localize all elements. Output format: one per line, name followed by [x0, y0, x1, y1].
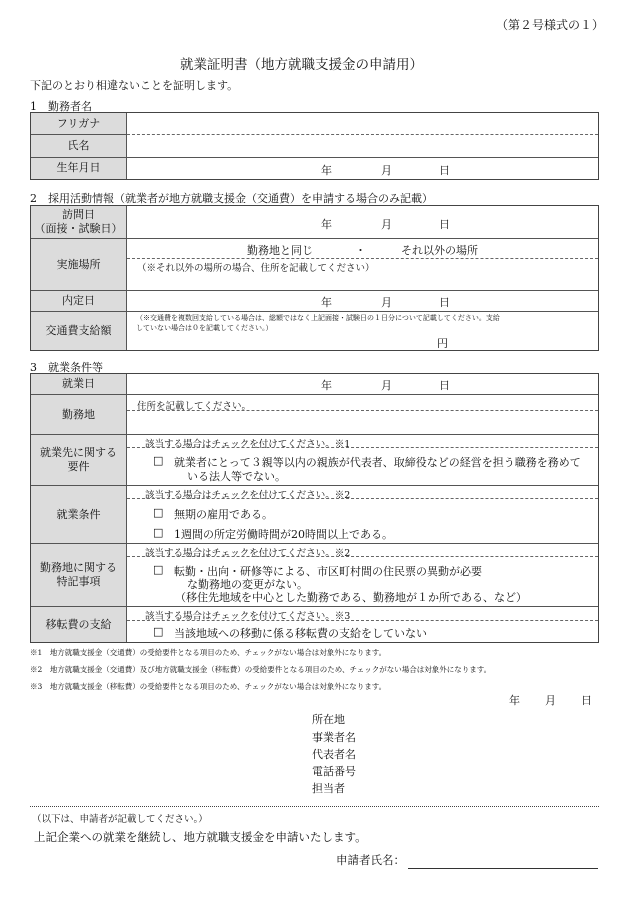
working-hours-checkbox[interactable]: □ — [153, 526, 164, 539]
employer-requirement-cell: 該当する場合はチェックを付けてください。※1 □ 就業者にとって３親等以内の親族が代表者、取締役などの経営を担う職務を務めて いる法人等でない。 — [127, 435, 598, 485]
workplace-change-checkbox[interactable]: □ — [153, 563, 164, 576]
birth-label: 生年月日 — [31, 157, 127, 179]
visit-date-label: 訪問日 （面接・試験日） — [31, 206, 127, 238]
address-note: 住所を記載してください。 — [137, 401, 252, 412]
section-1-heading: 1 勤務者名 — [30, 100, 92, 113]
intro-text: 下記のとおり相違ないことを証明します。 — [30, 79, 239, 92]
furigana-label: フリガナ — [31, 113, 127, 134]
representative-label: 代表者名 — [312, 748, 356, 761]
cert-year: 年 — [509, 694, 520, 707]
venue-option-same[interactable]: 勤務地と同じ — [247, 244, 313, 257]
start-date-field[interactable]: 年 月 日 — [321, 379, 450, 392]
section-2-heading: 2 採用活動情報（就業者が地方就職支援金（交通費）を申請する場合のみ記載） — [30, 192, 433, 205]
venue-option-other[interactable]: それ以外の場所 — [401, 244, 478, 257]
check-note-1: 該当する場合はチェックを付けてください。※1 — [145, 439, 351, 450]
furigana-field[interactable] — [127, 113, 598, 134]
offer-date-field[interactable]: 年 月 日 — [321, 296, 450, 309]
address-label: 所在地 — [312, 713, 345, 726]
venue-note: （※それ以外の場所の場合、住所を記載してください） — [137, 263, 375, 274]
venue-label: 実施場所 — [31, 239, 127, 290]
venue-field[interactable]: 勤務地と同じ ・ それ以外の場所 （※それ以外の場所の場合、住所を記載してください） — [137, 244, 478, 274]
employer-requirement-checkbox[interactable]: □ — [153, 454, 164, 467]
fare-note-2: していない場合は０を記載してください。） — [136, 324, 273, 332]
form-code: （第２号様式の１） — [496, 18, 605, 32]
name-field[interactable] — [127, 134, 598, 157]
yen-unit: 円 — [437, 337, 448, 350]
fare-field[interactable] — [127, 312, 598, 350]
applicant-statement: 上記企業への就業を継続し、地方就職支援金を申請いたします。 — [34, 830, 367, 844]
applicant-name-field[interactable] — [408, 852, 598, 869]
worker-table — [30, 112, 599, 180]
name-label: 氏名 — [31, 134, 127, 157]
employment-table — [30, 373, 599, 643]
workplace-special-cell: 該当する場合はチェックを付けてください。※2 □ 転勤・出向・研修等による、市区町村間の住民票の異動が必要 な勤務地の変更がない。 （移住先地域を中心とした勤務である、勤務地が１か所である、など） — [127, 544, 598, 606]
check-note-2b: 該当する場合はチェックを付けてください。※2 — [145, 548, 351, 559]
cert-month: 月 — [545, 694, 556, 707]
check-note-3: 該当する場合はチェックを付けてください。※3 — [145, 611, 351, 622]
work-conditions-cell: 該当する場合はチェックを付けてください。※2 □ 無期の雇用である。 □ 1週間の所定労働時間が20時間以上である。 — [127, 486, 598, 543]
footnote-1: ※1 地方就職支援金（交通費）の受給要件となる項目のため、チェックがない場合は対象外になります。 — [30, 648, 387, 657]
offer-date-label: 内定日 — [31, 291, 127, 311]
footnote-2: ※2 地方就職支援金（交通費）及び地方就職支援金（移転費）の受給要件となる項目のため、チェックがない場合は対象外になります。 — [30, 665, 492, 674]
applicant-name-label: 申請者氏名： — [336, 853, 405, 867]
workplace-special-label: 勤務地に関する 特記事項 — [31, 544, 127, 606]
workplace-label: 勤務地 — [31, 395, 127, 434]
check-note-2: 該当する場合はチェックを付けてください。※2 — [145, 490, 351, 501]
cert-day: 日 — [581, 694, 592, 707]
recruitment-table — [30, 205, 599, 351]
contact-person-label: 担当者 — [312, 782, 345, 795]
birth-date-field[interactable]: 年 月 日 — [321, 164, 450, 177]
workplace-field[interactable] — [127, 395, 598, 434]
section-3-heading: 3 就業条件等 — [30, 361, 103, 374]
relocation-label: 移転費の支給 — [31, 607, 127, 642]
start-date-label: 就業日 — [31, 374, 127, 394]
company-label: 事業者名 — [312, 731, 356, 744]
employer-requirement-label: 就業先に関する 要件 — [31, 435, 127, 485]
document-title: 就業証明書（地方就職支援金の申請用） — [180, 57, 423, 73]
work-conditions-label: 就業条件 — [31, 486, 127, 543]
fare-note-1: （※交通費を複数回支給している場合は、総額ではなく上記面接・試験日の１日分について記載してください。支給 — [136, 314, 500, 322]
visit-date-field[interactable]: 年 月 日 — [321, 218, 450, 231]
indefinite-employment-checkbox[interactable]: □ — [153, 506, 164, 519]
applicant-note: （以下は、申請者が記載してください。） — [32, 814, 208, 825]
fare-label: 交通費支給額 — [31, 312, 127, 350]
footnote-3: ※3 地方就職支援金（移転費）の受給要件となる項目のため、チェックがない場合は対象外になります。 — [30, 682, 387, 691]
phone-label: 電話番号 — [312, 765, 356, 778]
relocation-cell: 該当する場合はチェックを付けてください。※3 □ 当該地域への移動に係る移転費の支給をしていない — [127, 607, 598, 642]
relocation-checkbox[interactable]: □ — [153, 625, 164, 638]
